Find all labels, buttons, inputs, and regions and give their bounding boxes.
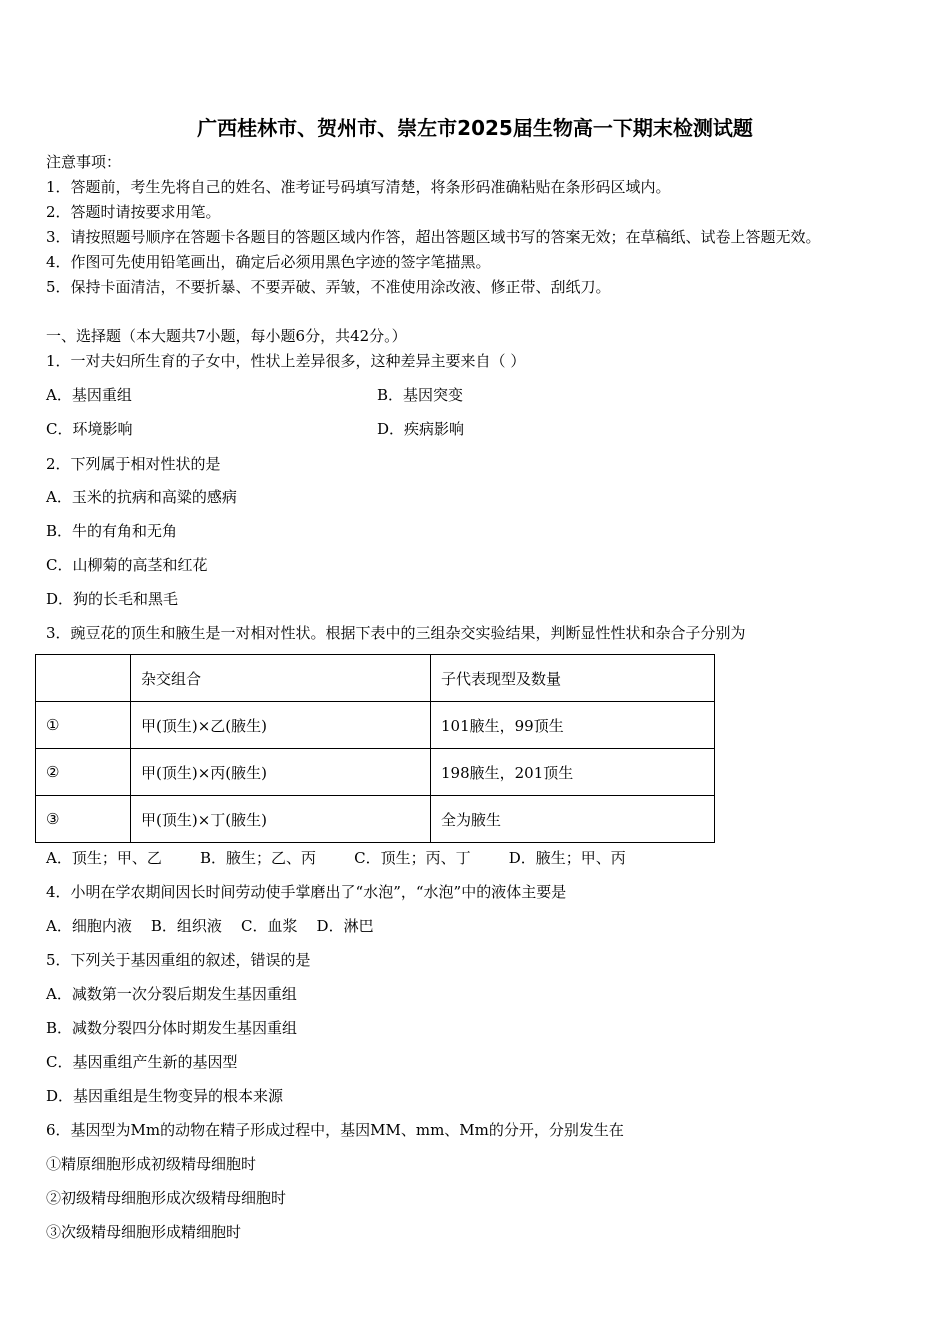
notice-item-2: 2．答题时请按要求用笔。 bbox=[46, 203, 221, 221]
notice-item-5: 5．保持卡面清洁，不要折暴、不要弄破、弄皱，不准使用涂改液、修正带、刮纸刀。 bbox=[46, 278, 611, 296]
q2-stem: 2．下列属于相对性状的是 bbox=[46, 455, 221, 473]
table-cell: ② bbox=[36, 749, 131, 796]
q6-item-2: ②初级精母细胞形成次级精母细胞时 bbox=[46, 1189, 287, 1207]
table-header-cell bbox=[36, 655, 131, 702]
q1-option-c: C．环境影响 bbox=[46, 420, 133, 438]
notice-item-3: 3．请按照题号顺序在答题卡各题目的答题区域内作答，超出答题区域书写的答案无效；在草稿纸、试卷上答题无效。 bbox=[46, 228, 821, 246]
q5-option-d: D．基因重组是生物变异的根本来源 bbox=[46, 1087, 284, 1105]
q5-option-b: B．减数分裂四分体时期发生基因重组 bbox=[46, 1019, 298, 1037]
q4-options: A．细胞内液 B．组织液 C．血浆 D．淋巴 bbox=[46, 917, 374, 935]
table-cell: ③ bbox=[36, 796, 131, 843]
q5-stem: 5．下列关于基因重组的叙述，错误的是 bbox=[46, 951, 311, 969]
table-header-cell: 杂交组合 bbox=[131, 655, 431, 702]
table-cell: 101腋生，99顶生 bbox=[431, 702, 715, 749]
q3-stem: 3．豌豆花的顶生和腋生是一对相对性状。根据下表中的三组杂交实验结果，判断显性性状和杂合子分别为 bbox=[46, 624, 746, 642]
notice-heading: 注意事项： bbox=[46, 153, 122, 171]
q2-option-b: B．牛的有角和无角 bbox=[46, 522, 178, 540]
table-cell: 甲(顶生)×丙(腋生) bbox=[131, 749, 431, 796]
q1-option-b: B．基因突变 bbox=[377, 386, 464, 404]
q6-stem: 6．基因型为Mm的动物在精子形成过程中，基因MM、mm、Mm的分开，分别发生在 bbox=[46, 1121, 624, 1139]
cross-results-table bbox=[35, 654, 715, 843]
section-heading: 一、选择题（本大题共7小题，每小题6分，共42分。） bbox=[46, 327, 407, 345]
q2-option-d: D．狗的长毛和黑毛 bbox=[46, 590, 179, 608]
notice-item-4: 4．作图可先使用铅笔画出，确定后必须用黑色字迹的签字笔描黑。 bbox=[46, 253, 491, 271]
q2-option-c: C．山柳菊的高茎和红花 bbox=[46, 556, 208, 574]
q4-stem: 4．小明在学农期间因长时间劳动使手掌磨出了“水泡”，“水泡”中的液体主要是 bbox=[46, 883, 567, 901]
table-cell: 甲(顶生)×丁(腋生) bbox=[131, 796, 431, 843]
table-row bbox=[36, 749, 715, 796]
table-cell: 198腋生，201顶生 bbox=[431, 749, 715, 796]
page-title: 广西桂林市、贺州市、崇左市2025届生物高一下期末检测试题 bbox=[197, 116, 753, 140]
q2-option-a: A．玉米的抗病和高粱的感病 bbox=[46, 488, 237, 506]
q6-item-3: ③次级精母细胞形成精细胞时 bbox=[46, 1223, 242, 1241]
q5-option-c: C．基因重组产生新的基因型 bbox=[46, 1053, 238, 1071]
q6-item-1: ①精原细胞形成初级精母细胞时 bbox=[46, 1155, 257, 1173]
table-header-row bbox=[36, 655, 715, 702]
notice-item-1: 1．答题前，考生先将自己的姓名、准考证号码填写清楚，将条形码准确粘贴在条形码区域内。 bbox=[46, 178, 671, 196]
table-header-cell: 子代表现型及数量 bbox=[431, 655, 715, 702]
q1-option-a: A．基因重组 bbox=[46, 386, 132, 404]
table-row bbox=[36, 702, 715, 749]
q3-options: A．顶生；甲、乙 B．腋生；乙、丙 C．顶生；丙、丁 D．腋生；甲、丙 bbox=[46, 849, 626, 867]
q5-option-a: A．减数第一次分裂后期发生基因重组 bbox=[46, 985, 297, 1003]
table-row bbox=[36, 796, 715, 843]
table-cell: 全为腋生 bbox=[431, 796, 715, 843]
table-cell: ① bbox=[36, 702, 131, 749]
q1-option-d: D．疾病影响 bbox=[377, 420, 465, 438]
table-cell: 甲(顶生)×乙(腋生) bbox=[131, 702, 431, 749]
q1-stem: 1．一对夫妇所生育的子女中，性状上差异很多，这种差异主要来自（ ） bbox=[46, 352, 526, 370]
